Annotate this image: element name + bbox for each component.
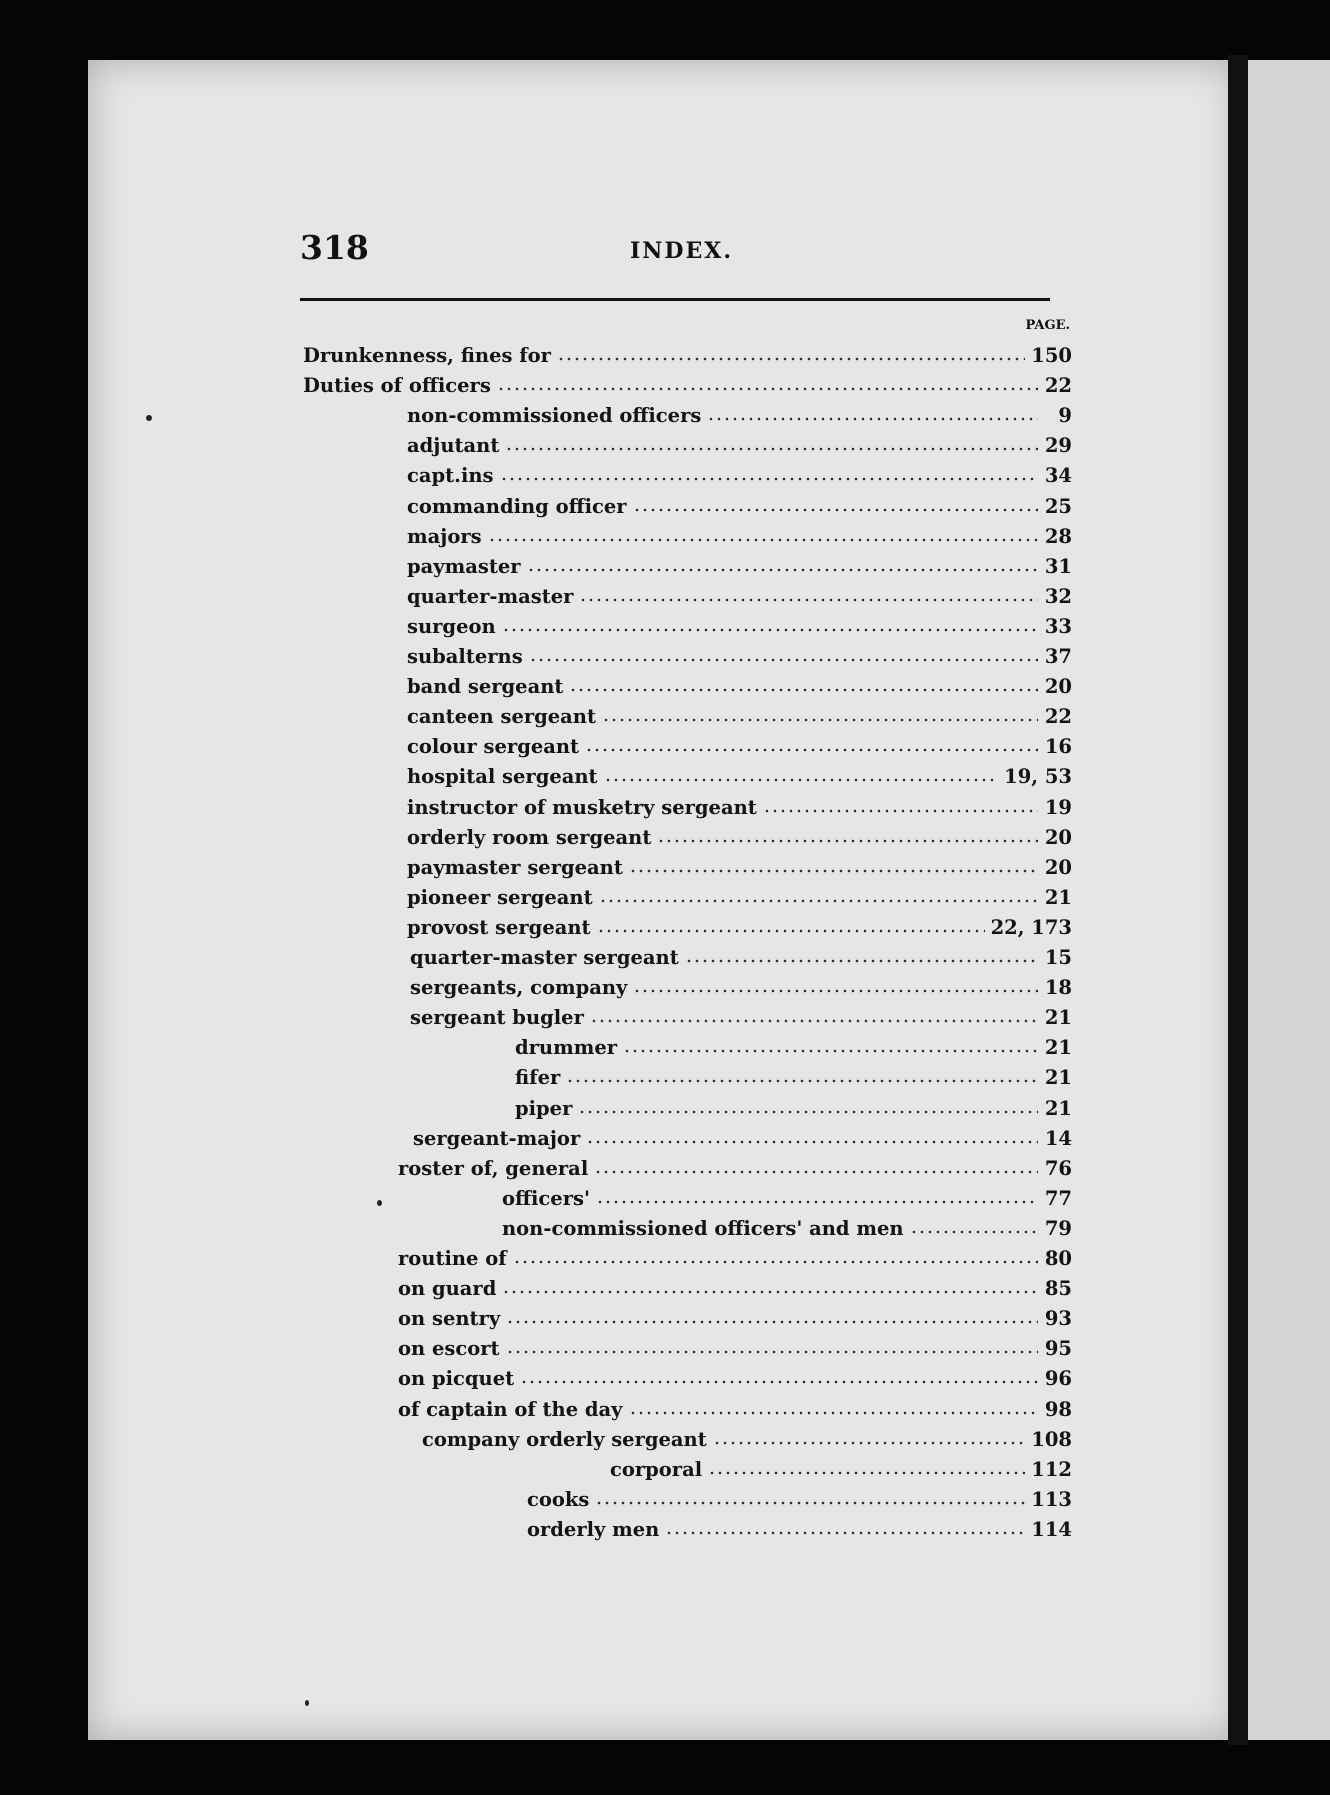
- entry-page-ref: 20: [1044, 856, 1072, 879]
- entry-label: Drunkenness, fines for: [303, 344, 551, 367]
- index-entry: [502, 1217, 1072, 1245]
- dot-leader: [520, 1367, 1038, 1385]
- dot-leader: [665, 1518, 1025, 1536]
- entry-label: paymaster sergeant: [407, 856, 623, 879]
- entry-label: instructor of musketry sergeant: [407, 796, 757, 819]
- page-column-heading: PAGE.: [1025, 318, 1070, 333]
- entry-label: piper: [515, 1097, 573, 1120]
- entry-label: non-commissioned officers: [407, 404, 702, 427]
- dot-leader: [595, 1488, 1025, 1506]
- entry-page-ref: 15: [1044, 946, 1072, 969]
- entry-page-ref: 150: [1031, 344, 1072, 367]
- index-entry: [407, 525, 1072, 553]
- entry-label: on sentry: [398, 1307, 501, 1330]
- entry-page-ref: 14: [1044, 1127, 1072, 1150]
- dot-leader: [529, 645, 1038, 663]
- dot-leader: [599, 886, 1038, 904]
- entry-page-ref: 21: [1044, 1006, 1072, 1029]
- entry-label: Duties of officers: [303, 374, 491, 397]
- entry-page-ref: 37: [1044, 645, 1072, 668]
- entry-page-ref: 93: [1044, 1307, 1072, 1330]
- dot-leader: [557, 344, 1025, 362]
- dot-leader: [633, 495, 1038, 513]
- entry-label: on guard: [398, 1277, 497, 1300]
- dot-leader: [527, 555, 1038, 573]
- dot-leader: [506, 1337, 1038, 1355]
- entry-page-ref: 22: [1044, 705, 1072, 728]
- index-entry: [407, 585, 1072, 613]
- entry-page-ref: 9: [1058, 404, 1072, 427]
- dot-leader: [497, 374, 1038, 392]
- index-entry: [407, 645, 1072, 673]
- dot-leader: [629, 1398, 1038, 1416]
- entry-page-ref: 34: [1044, 464, 1072, 487]
- entry-page-ref: 85: [1044, 1277, 1072, 1300]
- index-entry: [515, 1066, 1072, 1094]
- entry-page-ref: 21: [1044, 1097, 1072, 1120]
- entry-label: quarter-master sergeant: [410, 946, 679, 969]
- entry-page-ref: 76: [1044, 1157, 1072, 1180]
- index-entry: [303, 344, 1072, 372]
- entry-label: company orderly sergeant: [422, 1428, 707, 1451]
- entry-label: on picquet: [398, 1367, 515, 1390]
- entry-label: band sergeant: [407, 675, 564, 698]
- index-entry: [407, 615, 1072, 643]
- index-entry: [398, 1337, 1072, 1365]
- index-entry: [407, 705, 1072, 733]
- entry-page-ref: 21: [1044, 886, 1072, 909]
- entry-label: routine of: [398, 1247, 507, 1270]
- entry-label: corporal: [610, 1458, 703, 1481]
- entry-page-ref: 33: [1044, 615, 1072, 638]
- entry-page-ref: 79: [1044, 1217, 1072, 1240]
- entry-label: majors: [407, 525, 482, 548]
- index-entry: [407, 826, 1072, 854]
- entry-label: officers': [502, 1187, 590, 1210]
- entry-page-ref: 95: [1044, 1337, 1072, 1360]
- index-entry: [407, 796, 1072, 824]
- entry-page-ref: 108: [1031, 1428, 1072, 1451]
- index-entry: [410, 976, 1072, 1004]
- entry-label: colour sergeant: [407, 735, 580, 758]
- dot-leader: [513, 1247, 1038, 1265]
- dot-leader: [596, 1187, 1038, 1205]
- entry-page-ref: 29: [1044, 434, 1072, 457]
- entry-page-ref: 22, 173: [990, 916, 1072, 939]
- entry-label: hospital sergeant: [407, 765, 598, 788]
- entry-label: on escort: [398, 1337, 500, 1360]
- index-entry: [407, 765, 1072, 793]
- entry-page-ref: 25: [1044, 495, 1072, 518]
- dot-leader: [590, 1006, 1038, 1024]
- dot-leader: [602, 705, 1038, 723]
- entry-page-ref: 21: [1044, 1066, 1072, 1089]
- running-title: INDEX.: [630, 238, 733, 264]
- dot-leader: [502, 1277, 1038, 1295]
- index-entry: [407, 464, 1072, 492]
- entry-label: capt.ins: [407, 464, 494, 487]
- index-entry: [407, 555, 1072, 583]
- entry-label: sergeants, company: [410, 976, 628, 999]
- dot-leader: [506, 1307, 1038, 1325]
- entry-page-ref: 98: [1044, 1398, 1072, 1421]
- entry-label: commanding officer: [407, 495, 627, 518]
- index-entry: [515, 1097, 1072, 1125]
- entry-label: cooks: [527, 1488, 590, 1511]
- dot-leader: [604, 765, 999, 783]
- entry-page-ref: 31: [1044, 555, 1072, 578]
- entry-label: quarter-master: [407, 585, 574, 608]
- index-entry: [398, 1398, 1072, 1426]
- entry-page-ref: 80: [1044, 1247, 1072, 1270]
- dot-leader: [707, 404, 1038, 422]
- entry-label: sergeant bugler: [410, 1006, 584, 1029]
- index-entry: [410, 946, 1072, 974]
- page-number: 318: [300, 228, 369, 267]
- entry-page-ref: 32: [1044, 585, 1072, 608]
- index-entry: [398, 1157, 1072, 1185]
- entry-page-ref: 113: [1031, 1488, 1072, 1511]
- entry-page-ref: 18: [1044, 976, 1072, 999]
- entry-label: pioneer sergeant: [407, 886, 593, 909]
- entry-label: fifer: [515, 1066, 561, 1089]
- dot-leader: [685, 946, 1038, 964]
- entry-label: roster of, general: [398, 1157, 589, 1180]
- index-entry: [527, 1518, 1072, 1546]
- dot-leader: [763, 796, 1038, 814]
- entry-label: canteen sergeant: [407, 705, 596, 728]
- index-entry: [610, 1458, 1072, 1486]
- dot-leader: [657, 826, 1038, 844]
- index-entry: [398, 1307, 1072, 1335]
- entry-label: adjutant: [407, 434, 500, 457]
- index-entry: [407, 886, 1072, 914]
- dot-leader: [502, 615, 1038, 633]
- page-blemish: [146, 415, 152, 421]
- entry-page-ref: 21: [1044, 1036, 1072, 1059]
- entry-label: orderly men: [527, 1518, 660, 1541]
- index-entry: [407, 735, 1072, 763]
- entry-page-ref: 112: [1031, 1458, 1072, 1481]
- dot-leader: [578, 1097, 1038, 1115]
- entry-page-ref: 20: [1044, 675, 1072, 698]
- dot-leader: [597, 916, 985, 934]
- entry-page-ref: 77: [1044, 1187, 1072, 1210]
- index-entry: [407, 404, 1072, 432]
- dot-leader: [488, 525, 1038, 543]
- entry-label: orderly room sergeant: [407, 826, 652, 849]
- entry-label: surgeon: [407, 615, 496, 638]
- entry-page-ref: 28: [1044, 525, 1072, 548]
- dot-leader: [585, 735, 1038, 753]
- dot-leader: [708, 1458, 1025, 1476]
- dot-leader: [586, 1127, 1038, 1145]
- dot-leader: [579, 585, 1038, 603]
- entry-label: sergeant-major: [413, 1127, 581, 1150]
- entry-page-ref: 114: [1031, 1518, 1072, 1541]
- index-entry: [398, 1247, 1072, 1275]
- dot-leader: [569, 675, 1038, 693]
- entry-page-ref: 22: [1044, 374, 1072, 397]
- index-entry: [407, 675, 1072, 703]
- entry-page-ref: 16: [1044, 735, 1072, 758]
- index-entry: [407, 495, 1072, 523]
- dot-leader: [500, 464, 1038, 482]
- index-entry: [422, 1428, 1072, 1456]
- page-blemish: [377, 1200, 382, 1206]
- entry-page-ref: 19: [1044, 796, 1072, 819]
- entry-label: provost sergeant: [407, 916, 591, 939]
- index-entry: [407, 434, 1072, 462]
- entry-page-ref: 19, 53: [1004, 765, 1072, 788]
- index-entry: [303, 374, 1072, 402]
- entry-page-ref: 20: [1044, 826, 1072, 849]
- dot-leader: [566, 1066, 1038, 1084]
- entry-label: of captain of the day: [398, 1398, 623, 1421]
- index-entry: [515, 1036, 1072, 1064]
- index-entry: [407, 856, 1072, 884]
- entry-label: drummer: [515, 1036, 618, 1059]
- entry-label: subalterns: [407, 645, 523, 668]
- entry-label: non-commissioned officers' and men: [502, 1217, 904, 1240]
- index-entry: [410, 1006, 1072, 1034]
- dot-leader: [633, 976, 1038, 994]
- index-entry: [527, 1488, 1072, 1516]
- entry-label: paymaster: [407, 555, 521, 578]
- index-entry: [398, 1277, 1072, 1305]
- dot-leader: [594, 1157, 1038, 1175]
- index-entry: [398, 1367, 1072, 1395]
- dot-leader: [629, 856, 1038, 874]
- dot-leader: [713, 1428, 1026, 1446]
- dot-leader: [505, 434, 1038, 452]
- entry-page-ref: 96: [1044, 1367, 1072, 1390]
- page-blemish: [305, 1700, 309, 1706]
- index-entry: [502, 1187, 1072, 1215]
- dot-leader: [623, 1036, 1038, 1054]
- index-entry: [413, 1127, 1072, 1155]
- index-entry: [407, 916, 1072, 944]
- dot-leader: [910, 1217, 1038, 1235]
